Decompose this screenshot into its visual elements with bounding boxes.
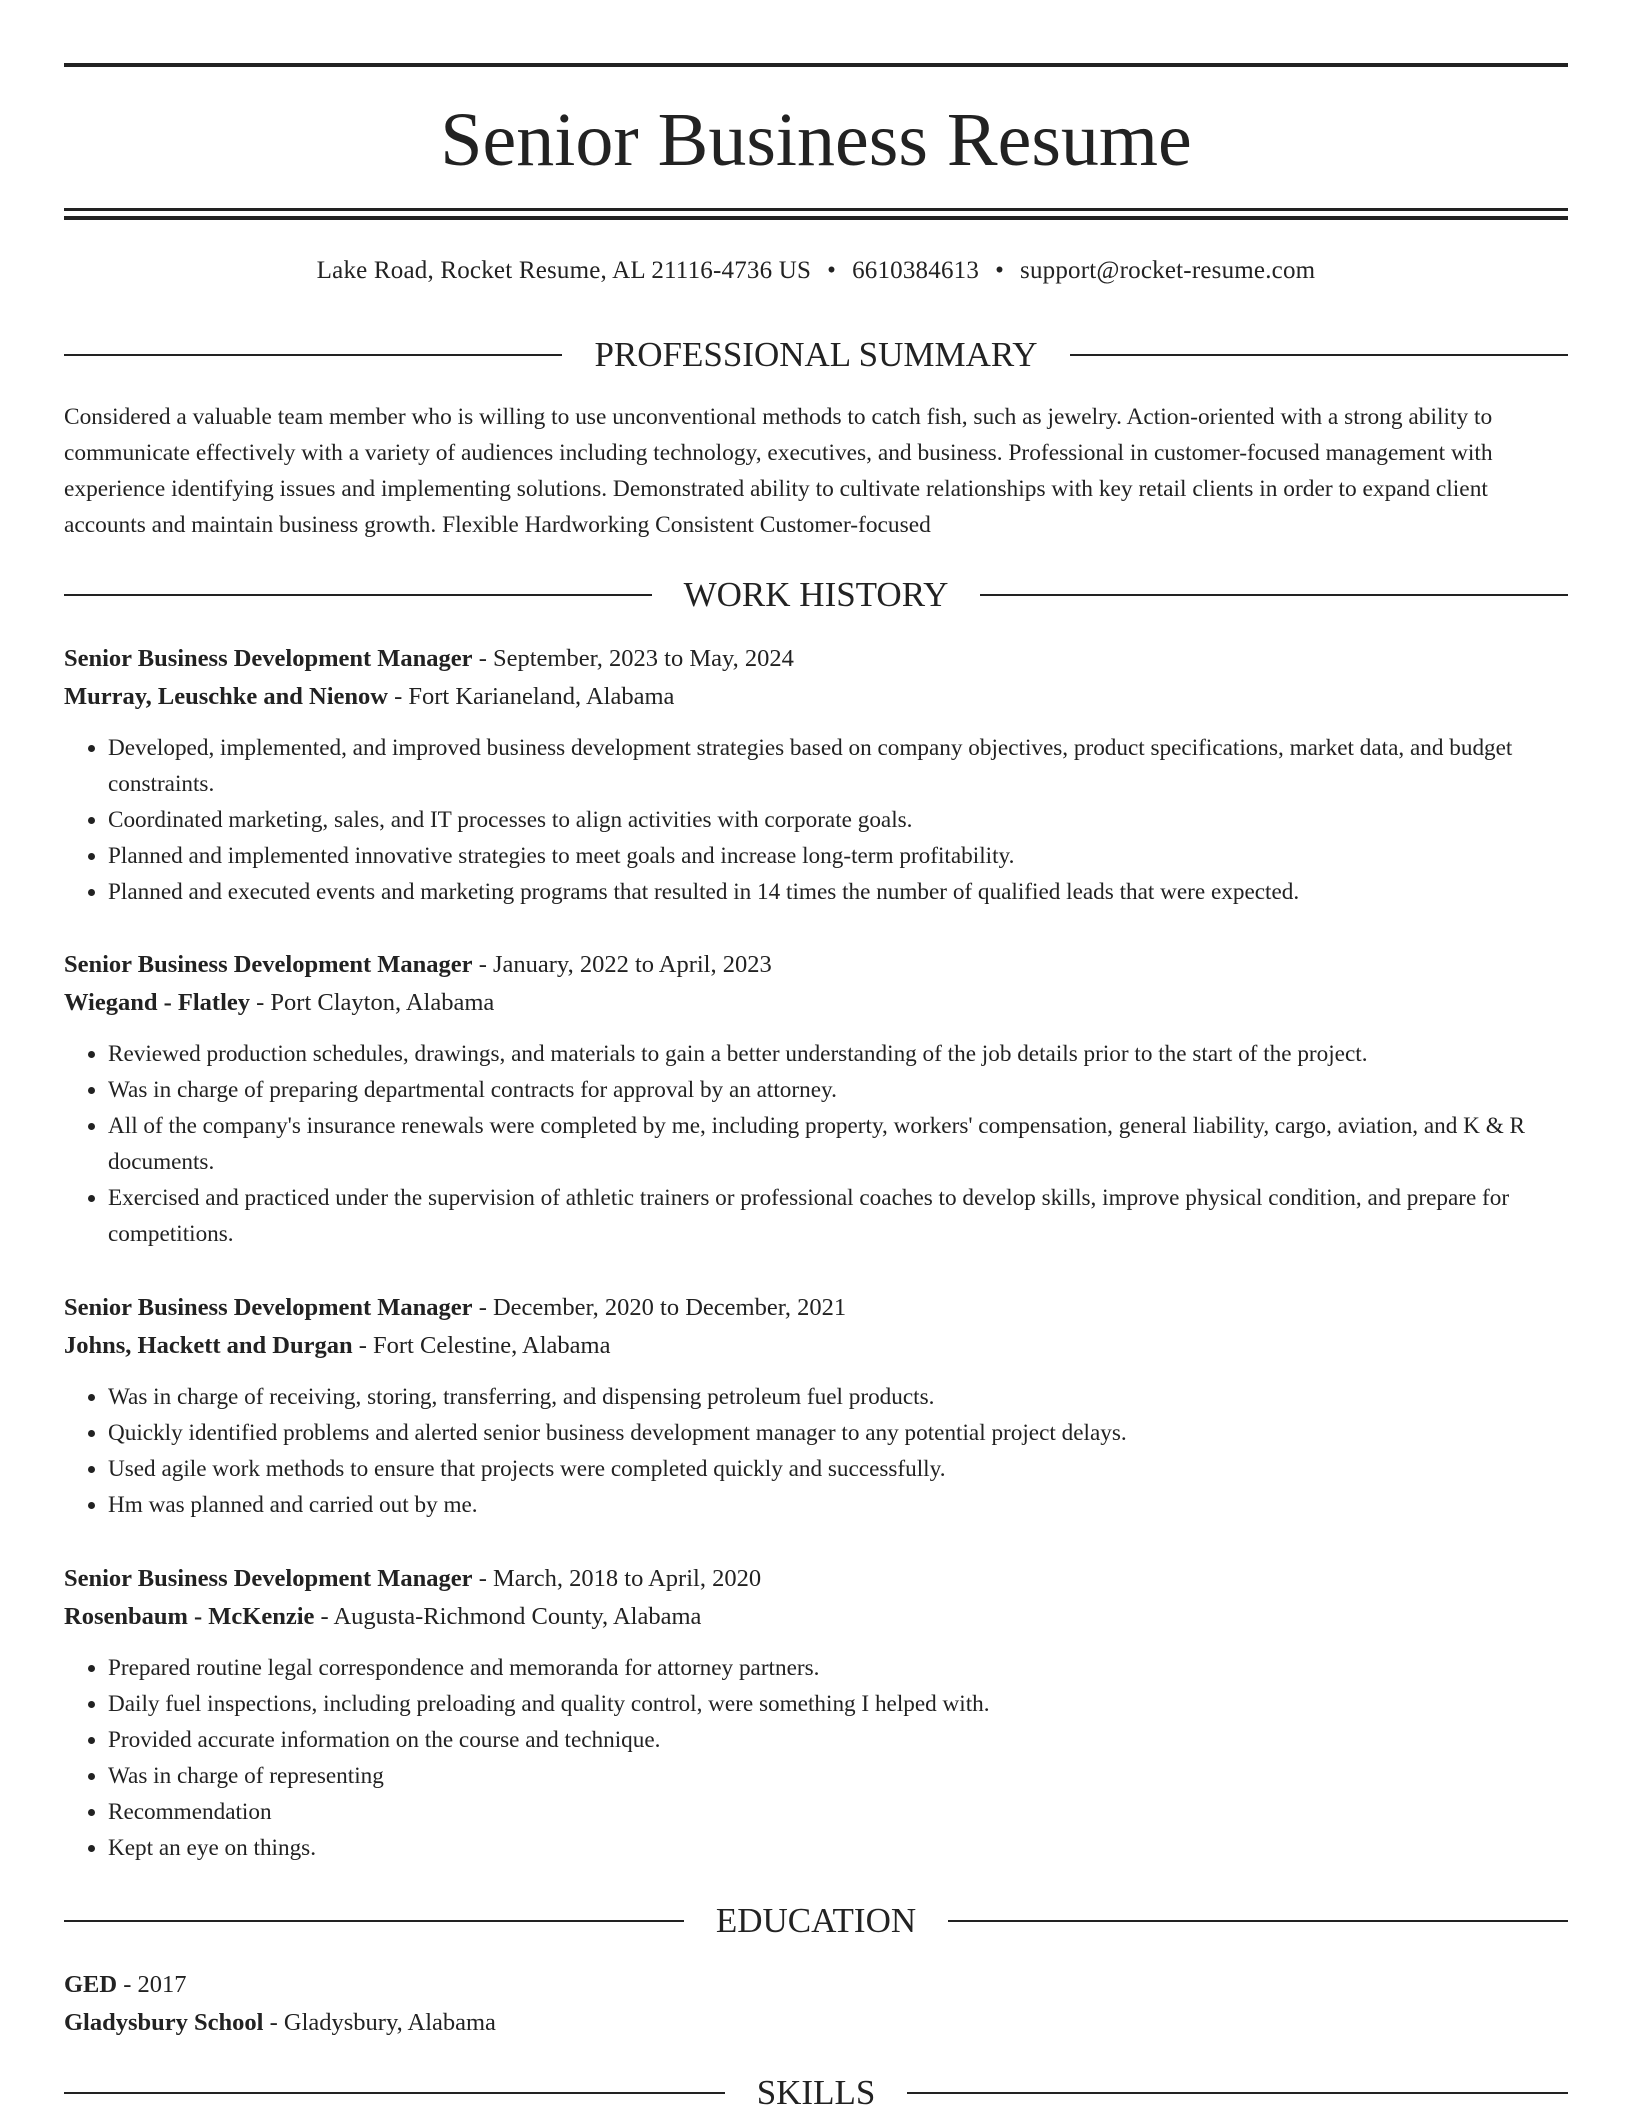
job-bullets xyxy=(64,730,1568,910)
bullet-separator: • xyxy=(995,257,1005,284)
list-item: • Hm was planned and carried out by me. xyxy=(108,1487,1568,1523)
education-degree: GED xyxy=(64,1971,118,1998)
job-dates: - December, 2020 to December, 2021 xyxy=(472,1294,847,1321)
contact-address: Lake Road, Rocket Resume, AL 21116-4736 US xyxy=(316,257,812,284)
job-company-line xyxy=(64,1327,1568,1365)
job-company-line xyxy=(64,984,1568,1022)
job-bullets xyxy=(64,1379,1568,1523)
heading-rule xyxy=(64,594,652,596)
heading-rule xyxy=(980,594,1568,596)
resume-title: Senior Business Resume xyxy=(440,98,1192,182)
job-company: Johns, Hackett and Durgan xyxy=(64,1332,353,1359)
job-company-line xyxy=(64,678,1568,716)
job-location: - Fort Celestine, Alabama xyxy=(352,1332,611,1359)
list-item: • Provided accurate information on the course and technique. xyxy=(108,1722,1568,1758)
education-entry xyxy=(64,1966,1568,2042)
list-item: • Planned and executed events and marketing programs that resulted in 14 times the number of qualified leads that were expected. xyxy=(108,874,1568,910)
education-degree-line xyxy=(64,1966,1568,2004)
list-item: • Quickly identified problems and alerted senior business development manager to any potential project delays. xyxy=(108,1415,1568,1451)
list-item: • Daily fuel inspections, including preloading and quality control, were something I helped with. xyxy=(108,1686,1568,1722)
job-company: Murray, Leuschke and Nienow xyxy=(64,683,388,710)
job-title-line xyxy=(64,640,1568,678)
heading-rule xyxy=(1070,354,1568,356)
list-item: • Was in charge of representing xyxy=(108,1758,1568,1794)
job-bullets xyxy=(64,1036,1568,1252)
contact-email: support@rocket-resume.com xyxy=(1020,257,1316,284)
list-item: • Coordinated marketing, sales, and IT processes to align activities with corporate goals. xyxy=(108,802,1568,838)
section-heading-summary xyxy=(64,335,1568,375)
summary-text: Considered a valuable team member who is willing to use unconventional methods to catch fish, such as jewelry. Action-oriented with a strong ability to communicate effectively with a variety of audiences including technology, executives, and business. Professional in customer-focused management with experience identifying issues and implementing solutions. Demonstrated ability to cultivate relationships with key retail clients in order to expand client accounts and maintain business growth. Flexible Hardworking Consistent Customer-focused xyxy=(64,404,1493,538)
job-title-line xyxy=(64,1560,1568,1598)
section-title: PROFESSIONAL SUMMARY xyxy=(594,335,1038,374)
education-school: Gladysbury School xyxy=(64,2009,264,2036)
title-rule-upper xyxy=(64,208,1568,211)
education-school-line xyxy=(64,2004,1568,2042)
title-rule-lower xyxy=(64,216,1568,220)
list-item: • Reviewed production schedules, drawings, and materials to gain a better understanding of the job details prior to the start of the project. xyxy=(108,1036,1568,1072)
contact-phone: 6610384613 xyxy=(852,257,980,284)
list-item: • Developed, implemented, and improved business development strategies based on company objectives, product specifications, market data, and budget constraints. xyxy=(108,730,1568,802)
job-title: Senior Business Development Manager xyxy=(64,1294,473,1321)
job-dates: - September, 2023 to May, 2024 xyxy=(472,645,794,672)
job-title-line xyxy=(64,1289,1568,1327)
list-item: • Was in charge of receiving, storing, transferring, and dispensing petroleum fuel products. xyxy=(108,1379,1568,1415)
section-title: SKILLS xyxy=(756,2073,876,2112)
list-item: • Recommendation xyxy=(108,1794,1568,1830)
job-entry xyxy=(64,640,1568,910)
job-entry xyxy=(64,946,1568,1252)
list-item: • Used agile work methods to ensure that projects were completed quickly and successfully. xyxy=(108,1451,1568,1487)
list-item: • Planned and implemented innovative strategies to meet goals and increase long-term profitability. xyxy=(108,838,1568,874)
list-item: • Exercised and practiced under the supervision of athletic trainers or professional coaches to develop skills, improve physical condition, and prepare for competitions. xyxy=(108,1180,1568,1252)
list-item: • All of the company's insurance renewals were completed by me, including property, workers' compensation, general liability, cargo, aviation, and K & R documents. xyxy=(108,1108,1568,1180)
top-rule xyxy=(64,63,1568,67)
job-title: Senior Business Development Manager xyxy=(64,951,473,978)
job-location: - Fort Karianeland, Alabama xyxy=(387,683,675,710)
job-entry xyxy=(64,1560,1568,1866)
heading-rule xyxy=(948,1920,1568,1922)
heading-rule xyxy=(64,2092,725,2094)
job-company-line xyxy=(64,1598,1568,1636)
job-dates: - January, 2022 to April, 2023 xyxy=(472,951,772,978)
job-location: - Augusta-Richmond County, Alabama xyxy=(314,1603,702,1630)
section-heading-work-history xyxy=(64,575,1568,615)
section-title: WORK HISTORY xyxy=(683,575,949,614)
heading-rule xyxy=(907,2092,1568,2094)
contact-line xyxy=(64,254,1568,288)
job-title: Senior Business Development Manager xyxy=(64,645,473,672)
section-heading-skills xyxy=(64,2073,1568,2113)
job-bullets xyxy=(64,1650,1568,1866)
heading-rule xyxy=(64,354,562,356)
section-title: EDUCATION xyxy=(715,1901,917,1940)
list-item: • Was in charge of preparing departmental contracts for approval by an attorney. xyxy=(108,1072,1568,1108)
bullet-separator: • xyxy=(827,257,837,284)
job-company: Wiegand - Flatley xyxy=(64,989,251,1016)
job-entry xyxy=(64,1289,1568,1523)
list-item: • Prepared routine legal correspondence and memoranda for attorney partners. xyxy=(108,1650,1568,1686)
section-heading-education xyxy=(64,1901,1568,1941)
job-title: Senior Business Development Manager xyxy=(64,1565,473,1592)
heading-rule xyxy=(64,1920,684,1922)
list-item: • Kept an eye on things. xyxy=(108,1830,1568,1866)
job-dates: - March, 2018 to April, 2020 xyxy=(472,1565,762,1592)
job-company: Rosenbaum - McKenzie xyxy=(64,1603,315,1630)
education-year: - 2017 xyxy=(117,1971,187,1998)
job-title-line xyxy=(64,946,1568,984)
education-location: - Gladysbury, Alabama xyxy=(263,2009,496,2036)
job-location: - Port Clayton, Alabama xyxy=(250,989,495,1016)
